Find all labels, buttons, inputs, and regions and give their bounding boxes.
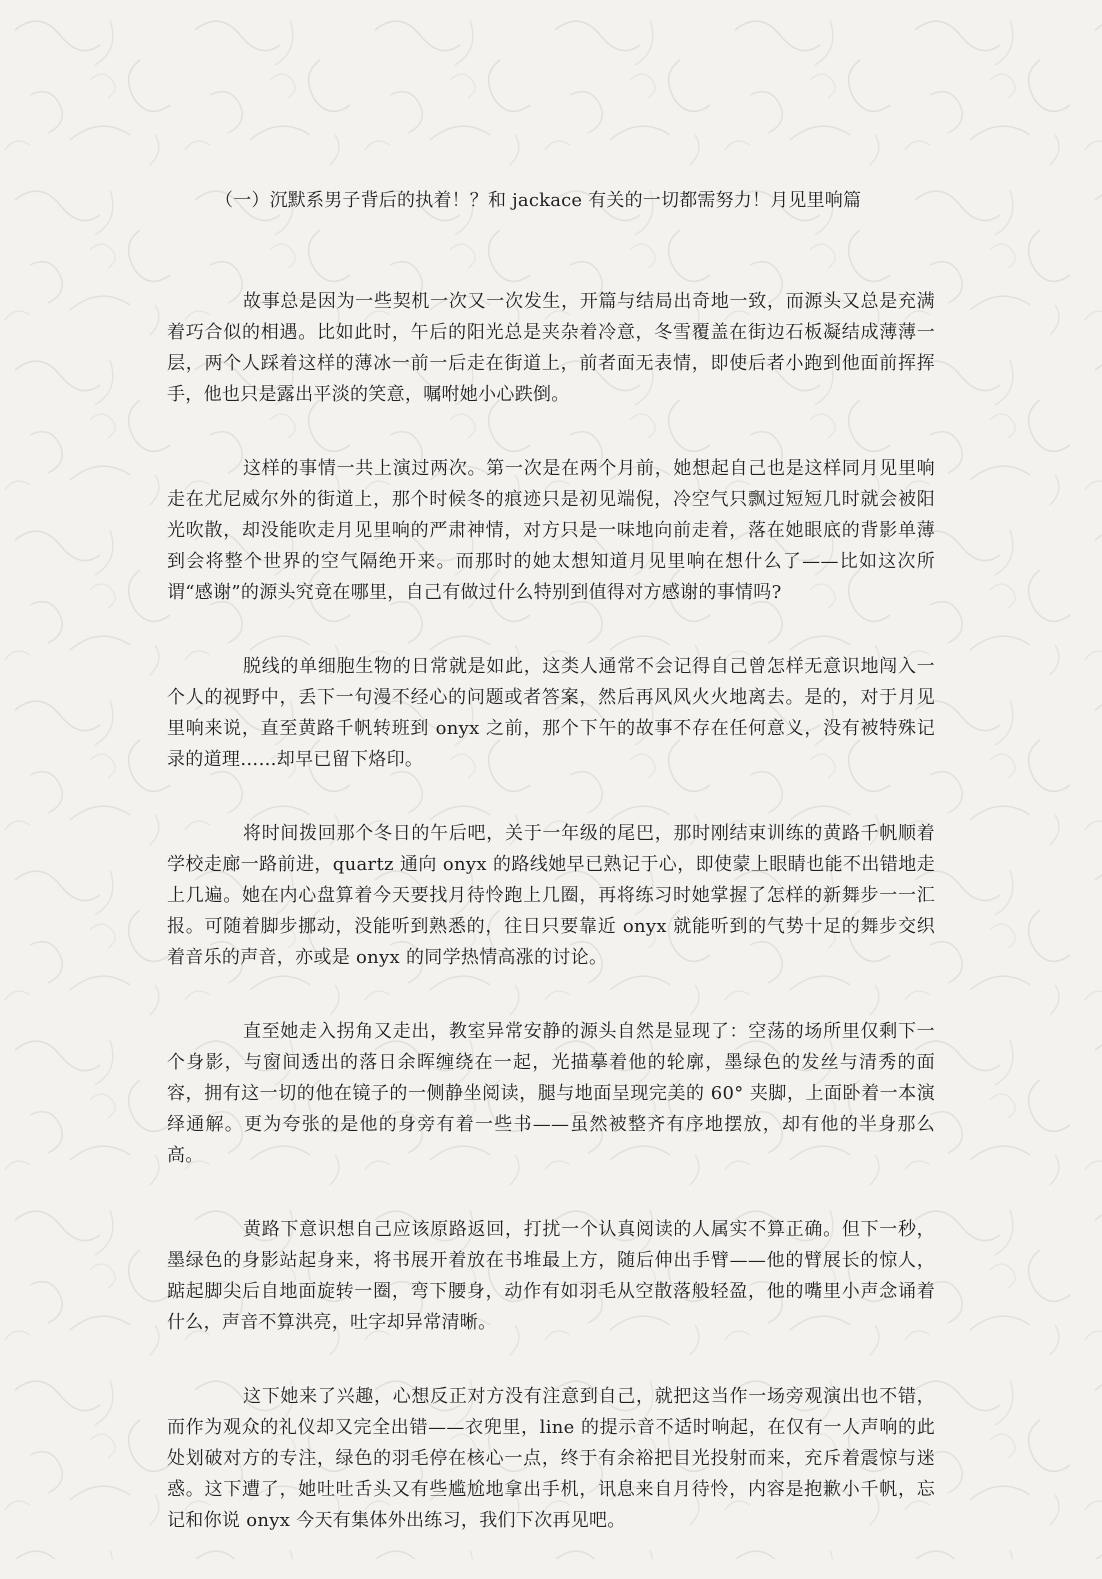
document-page: [167, 188, 935, 1579]
paragraph: 这下她来了兴趣，心想反正对方没有注意到自己，就把这当作一场旁观演出也不错，而作为观众的礼仪却又完全出错——衣兜里，line 的提示音不适时响起，在仅有一人声响的此处划破对方的专注，绿色的羽毛停在核心一点，终于有余裕把目光投射而来，充斥着震惊与迷惑。这下遭了，她吐吐舌头又有些尴尬地拿出手机，讯息来自月待怜，内容是抱歉小千帆，忘记和你说 onyx 今天有集体外出练习，我们下次再见吧。: [167, 1386, 935, 1531]
paragraph: 这样的事情一共上演过两次。第一次是在两个月前，她想起自己也是这样同月见里响走在尤尼威尔外的街道上，那个时候冬的痕迹只是初见端倪，冷空气只飘过短短几时就会被阳光吹散，却没能吹走月见里响的严肃神情，对方只是一味地向前走着，落在她眼底的背影单薄到会将整个世界的空气隔绝开来。而那时的她太想知道月见里响在想什么了——比如这次所谓“感谢”的源头究竟在哪里，自己有做过什么特别到值得对方感谢的事情吗?: [167, 458, 935, 603]
paragraph: 直至她走入拐角又走出，教室异常安静的源头自然是显现了：空荡的场所里仅剩下一个身影，与窗间透出的落日余晖缠绕在一起，光描摹着他的轮廓，墨绿色的发丝与清秀的面容，拥有这一切的他在镜子的一侧静坐阅读，腿与地面呈现完美的 60° 夹脚，上面卧着一本演绎通解。更为夸张的是他的身旁有着一些书——虽然被整齐有序地摆放，却有他的半身那么高。: [167, 1021, 935, 1166]
paragraph: 故事总是因为一些契机一次又一次发生，开篇与结局出奇地一致，而源头又总是充满着巧合似的相遇。比如此时，午后的阳光总是夹杂着冷意，冬雪覆盖在街边石板凝结成薄薄一层，两个人踩着这样的薄冰一前一后走在街道上，前者面无表情，即使后者小跑到他面前挥挥手，他也只是露出平淡的笑意，嘱咐她小心跌倒。: [167, 291, 935, 405]
chapter-title: （一）沉默系男子背后的执着！？和 jackace 有关的一切都需努力！月见里响篇: [215, 190, 862, 211]
paragraph: 黄路下意识想自己应该原路返回，打扰一个认真阅读的人属实不算正确。但下一秒，墨绿色的身影站起身来，将书展开着放在书堆最上方，随后伸出手臂——他的臂展长的惊人，踮起脚尖后自地面旋转一圈，弯下腰身，动作有如羽毛从空散落般轻盈，他的嘴里小声念诵着什么，声音不算洪亮，吐字却异常清晰。: [167, 1219, 935, 1333]
paragraph: 将时间拨回那个冬日的午后吧，关于一年级的尾巴，那时刚结束训练的黄路千帆顺着学校走廊一路前进，quartz 通向 onyx 的路线她早已熟记于心，即使蒙上眼睛也能不出错地走上几遍。她在内心盘算着今天要找月待怜跑上几圈，再将练习时她掌握了怎样的新舞步一一汇报。可随着脚步挪动，没能听到熟悉的，往日只要靠近 onyx 就能听到的气势十足的舞步交织着音乐的声音，亦或是 onyx 的同学热情高涨的讨论。: [167, 823, 935, 968]
paragraph: 脱线的单细胞生物的日常就是如此，这类人通常不会记得自己曾怎样无意识地闯入一个人的视野中，丢下一句漫不经心的问题或者答案，然后再风风火火地离去。是的，对于月见里响来说，直至黄路千帆转班到 onyx 之前，那个下午的故事不存在任何意义，没有被特殊记录的道理……却早已留下烙印。: [167, 656, 935, 770]
